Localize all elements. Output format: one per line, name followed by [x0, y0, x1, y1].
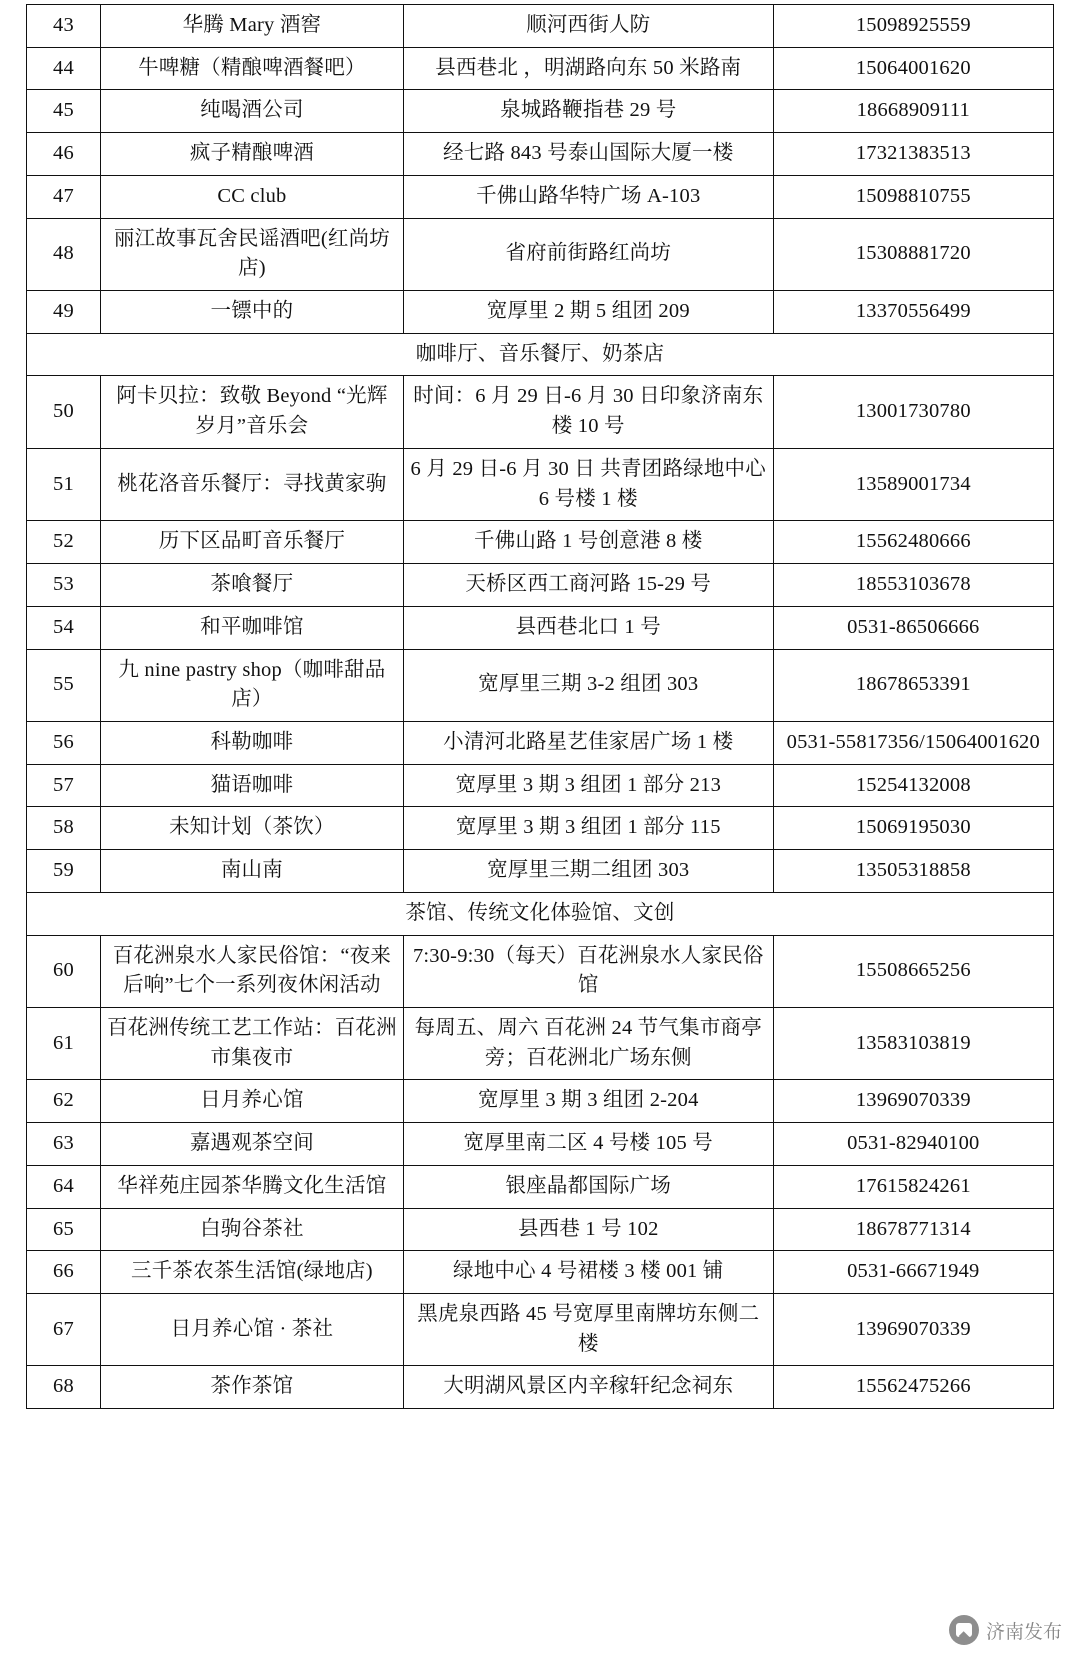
row-index: 43: [27, 5, 101, 48]
table-row: [27, 850, 1054, 893]
venue-name: 科勒咖啡: [100, 721, 403, 764]
table-row: [27, 1366, 1054, 1409]
table-row: [27, 521, 1054, 564]
table-row: [27, 133, 1054, 176]
venue-address: 县西巷 1 号 102: [403, 1208, 773, 1251]
row-index: 46: [27, 133, 101, 176]
row-index: 60: [27, 935, 101, 1007]
venue-address: 宽厚里 3 期 3 组团 1 部分 213: [403, 764, 773, 807]
table-row: [27, 376, 1054, 448]
table-row: [27, 564, 1054, 607]
venue-name: 未知计划（茶饮）: [100, 807, 403, 850]
row-index: 50: [27, 376, 101, 448]
table-row: [27, 1294, 1054, 1366]
venue-phone: 15254132008: [773, 764, 1053, 807]
venue-listing-table: [26, 4, 1054, 1409]
venue-address: 时间：6 月 29 日-6 月 30 日印象济南东楼 10 号: [403, 376, 773, 448]
row-index: 58: [27, 807, 101, 850]
venue-name: 茶喰餐厅: [100, 564, 403, 607]
venue-address: 天桥区西工商河路 15-29 号: [403, 564, 773, 607]
row-index: 48: [27, 218, 101, 290]
venue-name: 日月养心馆: [100, 1080, 403, 1123]
venue-name: 一镖中的: [100, 291, 403, 334]
row-index: 54: [27, 606, 101, 649]
venue-phone: 13969070339: [773, 1080, 1053, 1123]
venue-name: 疯子精酿啤酒: [100, 133, 403, 176]
venue-address: 7:30-9:30（每天）百花洲泉水人家民俗馆: [403, 935, 773, 1007]
venue-address: 宽厚里 3 期 3 组团 2-204: [403, 1080, 773, 1123]
row-index: 55: [27, 649, 101, 721]
row-index: 67: [27, 1294, 101, 1366]
table-row: [27, 291, 1054, 334]
table-row: [27, 764, 1054, 807]
venue-phone: 15508665256: [773, 935, 1053, 1007]
venue-phone: 13505318858: [773, 850, 1053, 893]
venue-name: 茶作茶馆: [100, 1366, 403, 1409]
table-row: [27, 1007, 1054, 1079]
venue-address: 6 月 29 日-6 月 30 日 共青团路绿地中心 6 号楼 1 楼: [403, 448, 773, 520]
table-section-header: [27, 892, 1054, 935]
venue-phone: 18553103678: [773, 564, 1053, 607]
venue-phone: 18678653391: [773, 649, 1053, 721]
table-row: [27, 5, 1054, 48]
venue-phone: 13583103819: [773, 1007, 1053, 1079]
venue-name: 桃花洛音乐餐厅：寻找黄家驹: [100, 448, 403, 520]
table-row: [27, 448, 1054, 520]
row-index: 64: [27, 1165, 101, 1208]
row-index: 44: [27, 47, 101, 90]
venue-phone: 0531-86506666: [773, 606, 1053, 649]
venue-name: 丽江故事瓦舍民谣酒吧(红尚坊店): [100, 218, 403, 290]
venue-phone: 0531-82940100: [773, 1123, 1053, 1166]
venue-phone: 15562475266: [773, 1366, 1053, 1409]
venue-address: 千佛山路 1 号创意港 8 楼: [403, 521, 773, 564]
venue-name: 猫语咖啡: [100, 764, 403, 807]
row-index: 53: [27, 564, 101, 607]
row-index: 61: [27, 1007, 101, 1079]
venue-name: CC club: [100, 175, 403, 218]
table-row: [27, 218, 1054, 290]
venue-address: 泉城路鞭指巷 29 号: [403, 90, 773, 133]
venue-address: 宽厚里三期二组团 303: [403, 850, 773, 893]
venue-address: 每周五、周六 百花洲 24 节气集市商亭旁；百花洲北广场东侧: [403, 1007, 773, 1079]
table-row: [27, 1080, 1054, 1123]
row-index: 68: [27, 1366, 101, 1409]
venue-phone: 13370556499: [773, 291, 1053, 334]
venue-name: 和平咖啡馆: [100, 606, 403, 649]
row-index: 62: [27, 1080, 101, 1123]
table-row: [27, 47, 1054, 90]
row-index: 52: [27, 521, 101, 564]
venue-phone: 15098925559: [773, 5, 1053, 48]
table-row: [27, 1251, 1054, 1294]
row-index: 47: [27, 175, 101, 218]
row-index: 59: [27, 850, 101, 893]
venue-phone: 13969070339: [773, 1294, 1053, 1366]
venue-address: 宽厚里南二区 4 号楼 105 号: [403, 1123, 773, 1166]
venue-name: 纯喝酒公司: [100, 90, 403, 133]
row-index: 66: [27, 1251, 101, 1294]
venue-address: 宽厚里 2 期 5 组团 209: [403, 291, 773, 334]
venue-address: 千佛山路华特广场 A-103: [403, 175, 773, 218]
table-row: [27, 1123, 1054, 1166]
row-index: 49: [27, 291, 101, 334]
venue-name: 历下区品町音乐餐厅: [100, 521, 403, 564]
row-index: 45: [27, 90, 101, 133]
venue-address: 县西巷北口 1 号: [403, 606, 773, 649]
venue-address: 顺河西街人防: [403, 5, 773, 48]
venue-address: 县西巷北 ，明湖路向东 50 米路南: [403, 47, 773, 90]
table-row: [27, 721, 1054, 764]
table-row: [27, 1208, 1054, 1251]
venue-phone: 15064001620: [773, 47, 1053, 90]
venue-address: 银座晶都国际广场: [403, 1165, 773, 1208]
venue-name: 百花洲泉水人家民俗馆：“夜来后响”七个一系列夜休闲活动: [100, 935, 403, 1007]
venue-phone: 15308881720: [773, 218, 1053, 290]
venue-address: 宽厚里三期 3-2 组团 303: [403, 649, 773, 721]
venue-phone: 13589001734: [773, 448, 1053, 520]
table-row: [27, 175, 1054, 218]
venue-phone: 17321383513: [773, 133, 1053, 176]
row-index: 51: [27, 448, 101, 520]
venue-address: 宽厚里 3 期 3 组团 1 部分 115: [403, 807, 773, 850]
table-body: [27, 5, 1054, 1409]
table-row: [27, 1165, 1054, 1208]
venue-name: 白驹谷茶社: [100, 1208, 403, 1251]
venue-address: 经七路 843 号泰山国际大厦一楼: [403, 133, 773, 176]
venue-name: 百花洲传统工艺工作站：百花洲市集夜市: [100, 1007, 403, 1079]
table-row: [27, 649, 1054, 721]
table-row: [27, 90, 1054, 133]
row-index: 65: [27, 1208, 101, 1251]
venue-address: 小清河北路星艺佳家居广场 1 楼: [403, 721, 773, 764]
wechat-official-account-icon: [949, 1615, 979, 1645]
venue-name: 九 nine pastry shop（咖啡甜品店）: [100, 649, 403, 721]
venue-address: 黑虎泉西路 45 号宽厚里南牌坊东侧二楼: [403, 1294, 773, 1366]
row-index: 57: [27, 764, 101, 807]
venue-address: 大明湖风景区内辛稼轩纪念祠东: [403, 1366, 773, 1409]
table-row: [27, 807, 1054, 850]
venue-phone: 15098810755: [773, 175, 1053, 218]
venue-name: 华祥苑庄园茶华腾文化生活馆: [100, 1165, 403, 1208]
venue-name: 华腾 Mary 酒窖: [100, 5, 403, 48]
venue-name: 阿卡贝拉：致敬 Beyond “光辉岁月”音乐会: [100, 376, 403, 448]
venue-name: 牛啤糖（精酿啤酒餐吧）: [100, 47, 403, 90]
table-row: [27, 606, 1054, 649]
venue-phone: 17615824261: [773, 1165, 1053, 1208]
venue-address: 绿地中心 4 号裙楼 3 楼 001 铺: [403, 1251, 773, 1294]
venue-name: 日月养心馆 · 茶社: [100, 1294, 403, 1366]
venue-phone: 18678771314: [773, 1208, 1053, 1251]
venue-phone: 13001730780: [773, 376, 1053, 448]
publisher-name: 济南发布: [985, 1621, 1062, 1643]
section-title: 茶馆、传统文化体验馆、文创: [27, 892, 1054, 935]
venue-address: 省府前街路红尚坊: [403, 218, 773, 290]
venue-name: 嘉遇观茶空间: [100, 1123, 403, 1166]
venue-phone: 0531-66671949: [773, 1251, 1053, 1294]
table-section-header: [27, 333, 1054, 376]
publisher-badge: [949, 1615, 1062, 1645]
section-title: 咖啡厅、音乐餐厅、奶茶店: [27, 333, 1054, 376]
venue-phone: 0531-55817356/15064001620: [773, 721, 1053, 764]
venue-phone: 18668909111: [773, 90, 1053, 133]
venue-phone: 15562480666: [773, 521, 1053, 564]
venue-name: 三千茶农茶生活馆(绿地店): [100, 1251, 403, 1294]
table-row: [27, 935, 1054, 1007]
row-index: 56: [27, 721, 101, 764]
venue-phone: 15069195030: [773, 807, 1053, 850]
row-index: 63: [27, 1123, 101, 1166]
venue-name: 南山南: [100, 850, 403, 893]
